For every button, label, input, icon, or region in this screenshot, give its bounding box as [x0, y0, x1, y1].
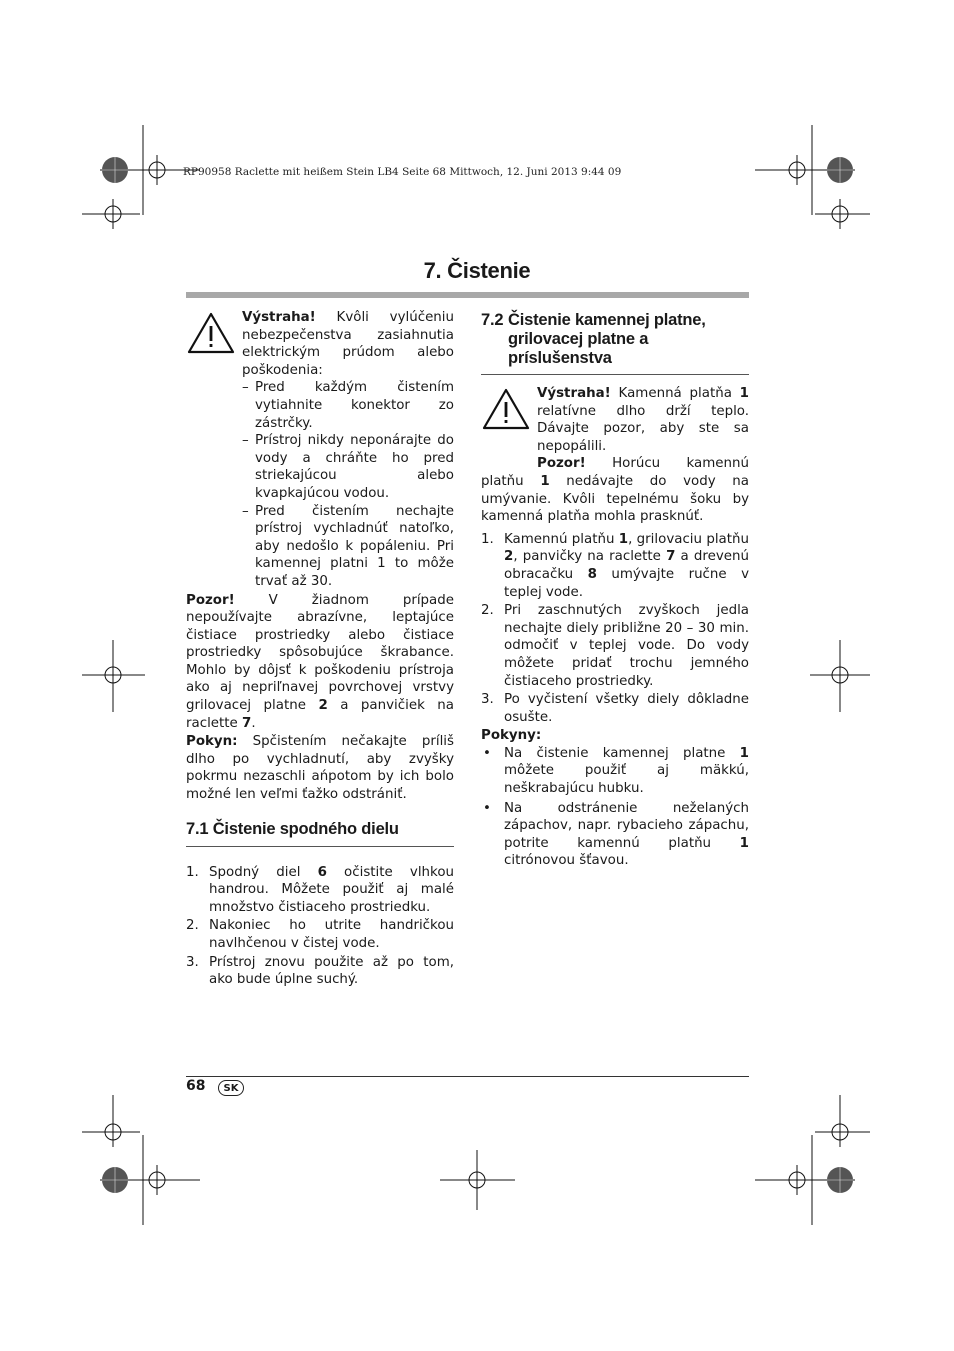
language-badge: SK — [218, 1080, 244, 1096]
list-item — [481, 602, 749, 690]
part-number: 7 — [242, 715, 252, 731]
item-text: Pri zaschnutých zvyškoch jedla nechajte diely približne 20 – 30 min. odmočiť v teplej vode. Do vody môžete pridať trochu jemného čistiaceho prostriedky. — [504, 603, 749, 689]
list-item — [481, 691, 749, 726]
list-item: • Na čistenie kamennej platne 1 môžete použiť aj mäkkú, neškrabajúcu hubku. — [483, 745, 749, 797]
item-number: 2. — [481, 603, 494, 619]
notes-label: Pokyny: — [481, 728, 542, 744]
item-text: Spodný diel — [209, 864, 318, 880]
warning-text: relatívne dlho drží teplo. Dávajte pozor, aby ste sa nepopálili. — [537, 403, 749, 454]
item-text: , grilovaciu platňu — [628, 531, 749, 547]
item-text: Po vyčistení všetky diely dôkladne osušte. — [504, 692, 749, 725]
part-number: 2 — [318, 698, 328, 714]
cleaning-steps — [481, 531, 749, 727]
warning-block — [186, 309, 454, 591]
list-item — [186, 864, 454, 917]
warning-text: Kvôli vylúčeniu nebezpečenstva zasiahnutia elektrickým prúdom alebo poškodenia: — [242, 310, 454, 378]
item-text: citrónovou šťavou. — [504, 853, 629, 869]
item-text: Na čistenie kamennej platne — [504, 745, 740, 761]
part-number: 1 — [618, 531, 629, 547]
section-heading — [481, 311, 749, 368]
item-text: Kamennú platňu — [504, 531, 619, 547]
warning-block — [481, 385, 749, 455]
item-text: očistite vlhkou handrou. Môžete použiť aj malé množstvo čistiaceho prostriedku. — [209, 864, 454, 915]
footer-rule — [186, 1076, 749, 1077]
warning-label: Výstraha! — [537, 386, 611, 401]
pozor-label: Pozor! — [537, 456, 586, 472]
item-number: 1. — [481, 531, 494, 547]
item-number: 1. — [186, 864, 199, 880]
item-text: Prístroj znovu použite až po tom, ako bude úplne suchý. — [209, 954, 454, 988]
list-item: – Pred každým čistením vytiahnite konektor zo zástrčky. — [242, 379, 454, 432]
pokyn-label: Pokyn: — [186, 734, 238, 750]
print-header: RP90958 Raclette mit heißem Stein LB4 Seite 68 Mittwoch, 12. Juni 2013 9:44 09 — [183, 166, 622, 178]
section-title: Čistenie kamennej platne, grilovacej platne a príslušenstva — [508, 311, 706, 367]
right-column — [481, 311, 749, 872]
part-number: 1 — [540, 473, 550, 489]
part-number: 2 — [504, 549, 514, 565]
section-rule — [186, 846, 454, 847]
warning-content — [242, 309, 454, 591]
section-number: 7.2 — [481, 311, 504, 329]
warning-text: Kamenná platňa — [610, 386, 740, 401]
section-rule — [481, 374, 749, 375]
pozor-paragraph — [186, 592, 454, 733]
item-number: 2. — [186, 918, 199, 934]
pozor-paragraph — [481, 455, 749, 525]
item-number: 3. — [481, 692, 494, 708]
part-number: 1 — [739, 835, 749, 851]
part-number: 7 — [666, 549, 676, 565]
item-text: , panvičky na raclette — [513, 549, 667, 565]
list-item: • Na odstránenie neželaných zápachov, napr. rybacieho zápachu, potrite kamennú platňu 1 citrónovou šťavou. — [483, 800, 749, 869]
pokyn-paragraph — [186, 733, 454, 803]
warning-label: Výstraha! — [242, 310, 316, 325]
item-text: môžete použiť aj mäkkú, neškrabajúcu hubku. — [504, 763, 749, 797]
part-number: 6 — [317, 864, 327, 880]
list-item — [481, 531, 749, 601]
warning-icon — [186, 309, 242, 591]
pokyn-text: Spčistením nečakajte príliš dlho po vychladnutí, aby zvyšky pokrmu nezaschli ańpotom by ich bolo možné len veľmi ťažko odstrániť. — [186, 734, 454, 803]
page-number: 68 — [186, 1078, 206, 1094]
warning-content — [537, 385, 749, 455]
item-text: a drevenú obracačku — [504, 549, 749, 582]
pozor-text: Horúcu kamennú platňu — [481, 456, 749, 489]
pozor-text: nedávajte do vody na umývanie. Kvôli tepelnému šoku by kamenná platňa mohla prasknúť. — [481, 473, 749, 525]
warning-list — [242, 379, 454, 590]
pozor-text: . — [251, 715, 256, 731]
item-number: 3. — [186, 954, 199, 970]
list-item — [242, 503, 454, 591]
pozor-text: V žiadnom prípade nepoužívajte abrazívne, leptajúce čistiace prostriedky alebo čistiace prostriedky spôsobujúce škrabance. Mohlo by dôjsť k poškodeniu prístroja ako aj nepriľnavej povrchovej vrstvy grilovacej platne — [186, 592, 454, 714]
title-bar — [186, 292, 749, 298]
warning-icon — [481, 385, 537, 455]
pozor-text: a panvičiek na raclette — [186, 698, 454, 731]
item-text: Pred čistením nechajte prístroj vychladnúť natoľko, aby nedošlo k popáleniu. Pri kamennej platni 1 to môže trvať až 30. — [255, 503, 454, 589]
list-item — [186, 917, 454, 952]
part-number: 1 — [739, 745, 749, 761]
list-item: – Prístroj nikdy neponárajte do vody a chráňte ho pred striekajúcou alebo kvapkajúcou vodou. — [242, 432, 454, 502]
item-text: Nakoniec ho utrite handričkou navlhčenou v čistej vode. — [209, 918, 454, 951]
item-text: umývajte ručne v teplej vode. — [504, 566, 749, 600]
cleaning-steps — [186, 864, 454, 989]
left-column — [186, 309, 454, 990]
item-text: Na odstránenie neželaných zápachov, napr. rybacieho zápachu, potrite kamennú platňu — [504, 800, 749, 851]
section-heading: 7.1 Čistenie spodného dielu — [186, 819, 399, 838]
page-title: 7. Čistenie — [423, 258, 531, 283]
notes-list — [481, 745, 749, 870]
part-number: 1 — [739, 386, 749, 401]
part-number: 8 — [587, 566, 597, 582]
list-item — [186, 954, 454, 989]
pozor-label: Pozor! — [186, 592, 235, 608]
